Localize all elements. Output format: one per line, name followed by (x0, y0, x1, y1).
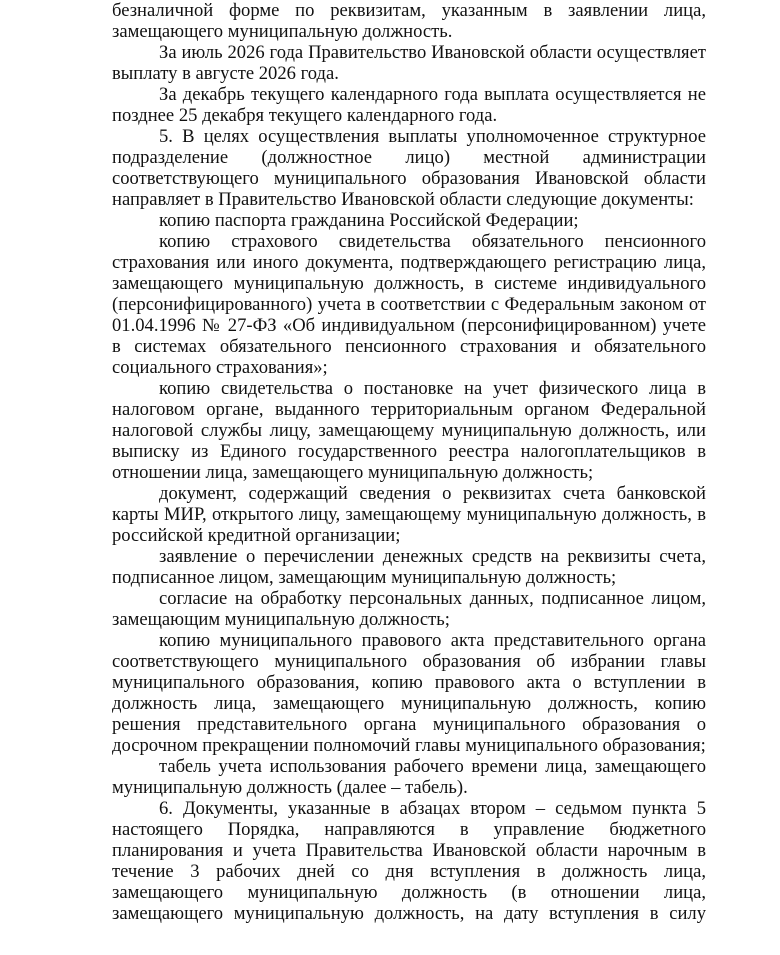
paragraph-continuation: безналичной форме по реквизитам, указанным в заявлении лица, замещающего муниципальную должность. (112, 0, 706, 42)
paragraph-item-5: 5. В целях осуществления выплаты уполномоченное структурное подразделение (должностное лицо) местной администрации соответствующего муниципального образования Ивановской области направляет в Правительство Ивановской области следующие документы: (112, 126, 706, 210)
paragraph-december-payment: За декабрь текущего календарного года выплата осуществляется не позднее 25 декабря текущего календарного года. (112, 84, 706, 126)
paragraph-transfer-application: заявление о перечислении денежных средств на реквизиты счета, подписанное лицом, замещающим муниципальную должность; (112, 546, 706, 588)
paragraph-item-6: 6. Документы, указанные в абзацах втором – седьмом пункта 5 настоящего Порядка, направляются в управление бюджетного планирования и учета Правительства Ивановской области нарочным в течение 3 рабочих дней со дня вступления в должность лица, замещающего муниципальную должность (в отношении лица, замещающего муниципальную должность, на дату вступления в силу (112, 798, 706, 924)
paragraph-timesheet: табель учета использования рабочего времени лица, замещающего муниципальную должность (далее – табель). (112, 756, 706, 798)
paragraph-legal-act-copy: копию муниципального правового акта представительного органа соответствующего муниципального образования об избрании главы муниципального образования, копию правового акта о вступлении в должность лица, замещающего муниципальную должность, копию решения представительного органа муниципального образования о досрочном прекращении полномочий главы муниципального образования; (112, 630, 706, 756)
paragraph-insurance-certificate: копию страхового свидетельства обязательного пенсионного страхования или иного документа, подтверждающего регистрацию лица, замещающего муниципальную должность, в системе индивидуального (персонифицированного) учета в соответствии с Федеральным законом от 01.04.1996 № 27-ФЗ «Об индивидуальном (персонифицированном) учете в системах обязательного пенсионного страхования и обязательного социального страхования»; (112, 231, 706, 378)
paragraph-passport-copy: копию паспорта гражданина Российской Федерации; (159, 210, 579, 231)
paragraph-tax-certificate: копию свидетельства о постановке на учет физического лица в налоговом органе, выданного территориальным органом Федеральной налоговой службы лицу, замещающему муниципальную должность, или выписку из Единого государственного реестра налогоплательщиков в отношении лица, замещающего муниципальную должность; (112, 378, 706, 483)
document-page (112, 0, 706, 924)
paragraph-bank-card: документ, содержащий сведения о реквизитах счета банковской карты МИР, открытого лицу, замещающему муниципальную должность, в российской кредитной организации; (112, 483, 706, 546)
paragraph-personal-data-consent: согласие на обработку персональных данных, подписанное лицом, замещающим муниципальную должность; (112, 588, 706, 630)
paragraph-july-payment: За июль 2026 года Правительство Ивановской области осуществляет выплату в августе 2026 года. (112, 42, 706, 84)
